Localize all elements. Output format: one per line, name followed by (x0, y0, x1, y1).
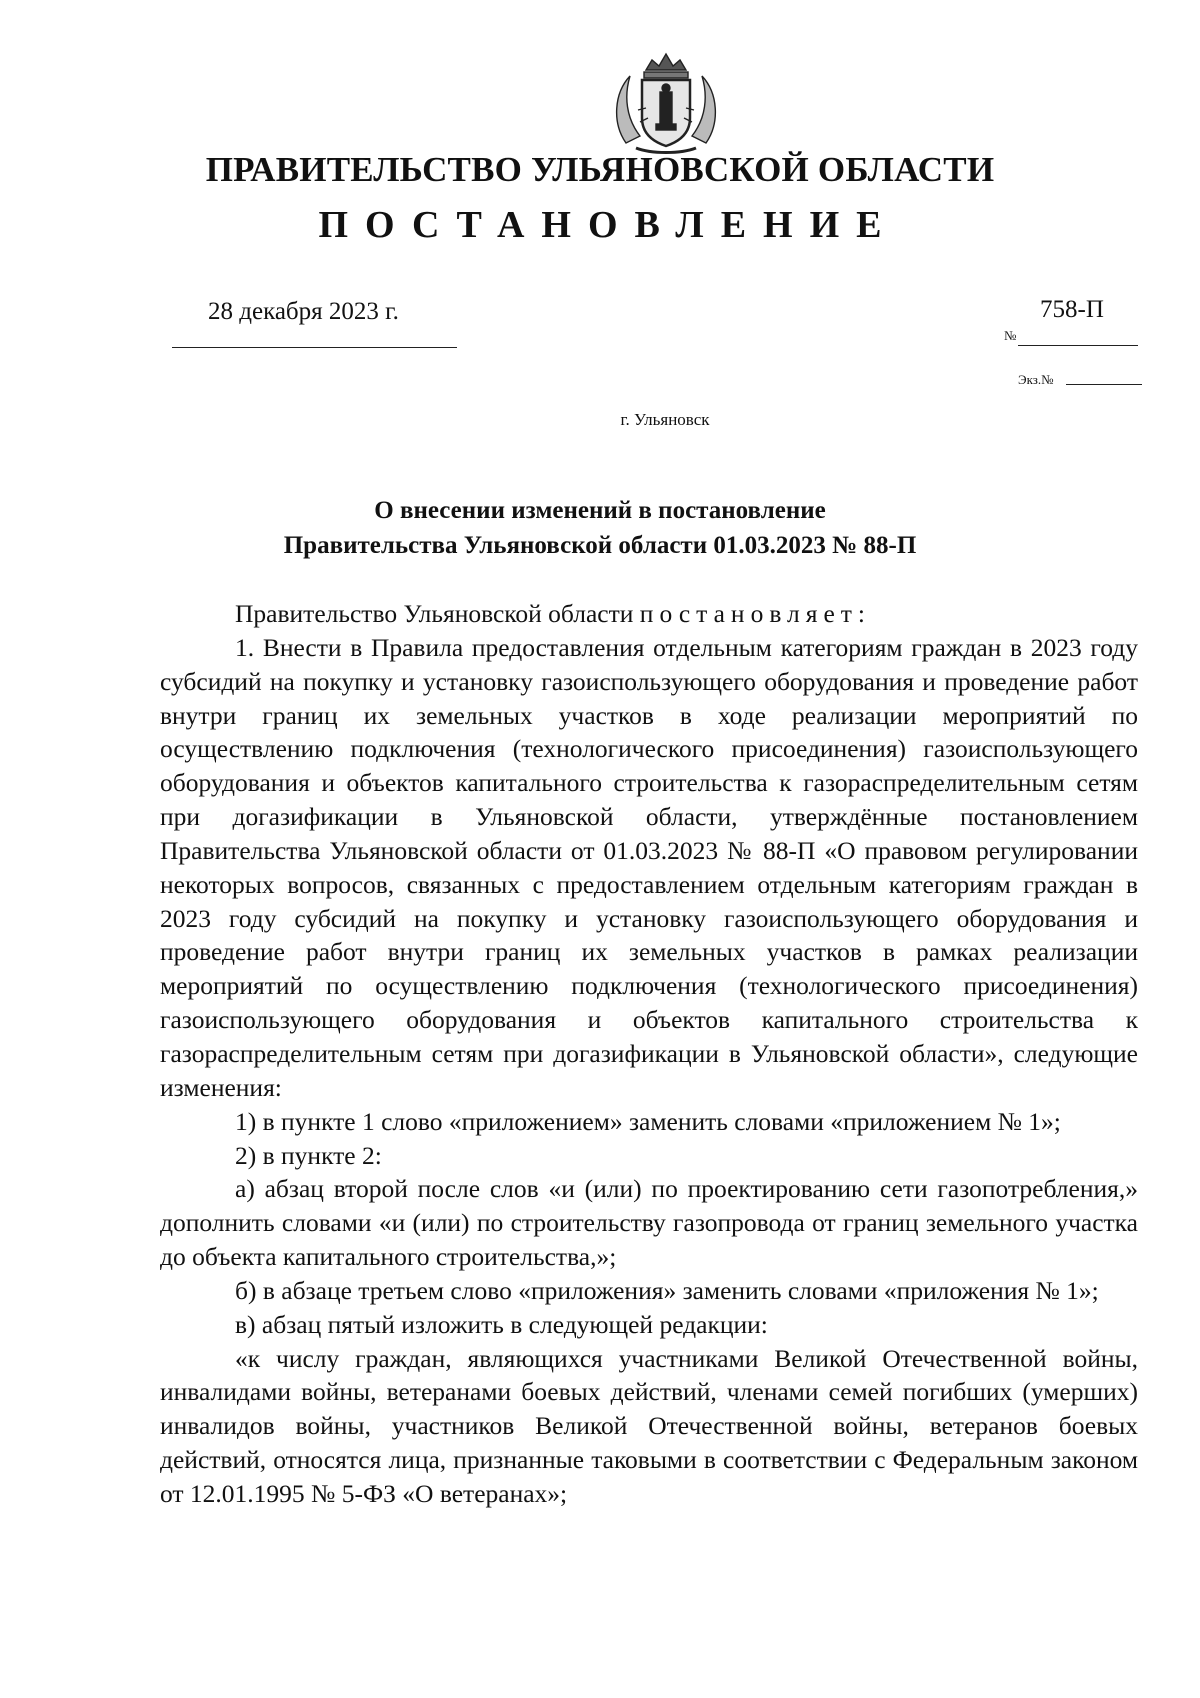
date-underline (172, 347, 457, 348)
paragraph-1-2-b: б) в абзаце третьем слово «приложения» заменить словами «приложения № 1»; (235, 1275, 1099, 1305)
paragraph-1-2: 2) в пункте 2: (235, 1140, 382, 1170)
document-body (160, 597, 1138, 1511)
document-date: 28 декабря 2023 г. (208, 298, 399, 325)
document-subject (0, 493, 1200, 563)
subject-line-2: Правительства Ульяновской области 01.03.2023 № 88-П (283, 532, 917, 559)
paragraph-1-2-v: в) абзац пятый изложить в следующей редакции: (235, 1309, 768, 1339)
government-title: ПРАВИТЕЛЬСТВО УЛЬЯНОВСКОЙ ОБЛАСТИ (205, 150, 995, 189)
intro-decree-word: постановляет: (639, 599, 872, 628)
document-number: 758-П (1040, 296, 1104, 323)
number-underline (1018, 345, 1138, 346)
copy-number-underline (1066, 384, 1142, 385)
document-type-title: ПОСТАНОВЛЕНИЕ (318, 204, 899, 246)
coat-of-arms-icon (606, 48, 726, 156)
paragraph-1: 1. Внести в Правила предоставления отдельным категориям граждан в 2023 году субсидий на покупку и установку газоиспользующего оборудования и проведение работ внутри границ их земельных участков в ходе реализации мероприятий по осуществлению подключения (технологического присоединения) газоиспользующего оборудования и объектов капитального строительства к газораспределительным сетям при догазификации в Ульяновской области, утверждённые постановлением Правительства Ульяновской области от 01.03.2023 № 88-П «О правовом регулировании некоторых вопросов, связанных с предоставлением отдельным категориям граждан в 2023 году субсидий на покупку и установку газоиспользующего оборудования и проведение работ внутри границ их земельных участков в рамках реализации мероприятий по осуществлению подключения (технологического присоединения) газоиспользующего оборудования и объектов капитального строительства к газораспределительным сетям при догазификации в Ульяновской области», следующие изменения: (160, 632, 1138, 1102)
subject-line-1: О внесении изменений в постановление (374, 497, 826, 524)
copy-number-label: Экз.№ (1018, 372, 1054, 387)
intro-prefix: Правительство Ульяновской области (235, 599, 634, 628)
city: г. Ульяновск (620, 410, 710, 429)
intro-paragraph (160, 597, 1138, 631)
paragraph-1-1: 1) в пункте 1 слово «приложением» заменить словами «приложением № 1»; (235, 1106, 1061, 1136)
paragraph-quote: «к числу граждан, являющихся участниками Великой Отечественной войны, инвалидами войны, ветеранами боевых действий, членами семей погибших (умерших) инвалидов войны, участников Великой Отечественной войны, ветеранов боевых действий, относятся лица, признанные таковыми в соответствии с Федеральным законом от 12.01.1995 № 5-ФЗ «О ветеранах»; (160, 1343, 1138, 1508)
paragraph-1-2-a: а) абзац второй после слов «и (или) по проектированию сети газопотребления,» дополнить словами «и (или) по строительству газопровода от границ земельного участка до объекта капитального строительства,»; (160, 1174, 1138, 1272)
number-label: № (1004, 328, 1017, 343)
